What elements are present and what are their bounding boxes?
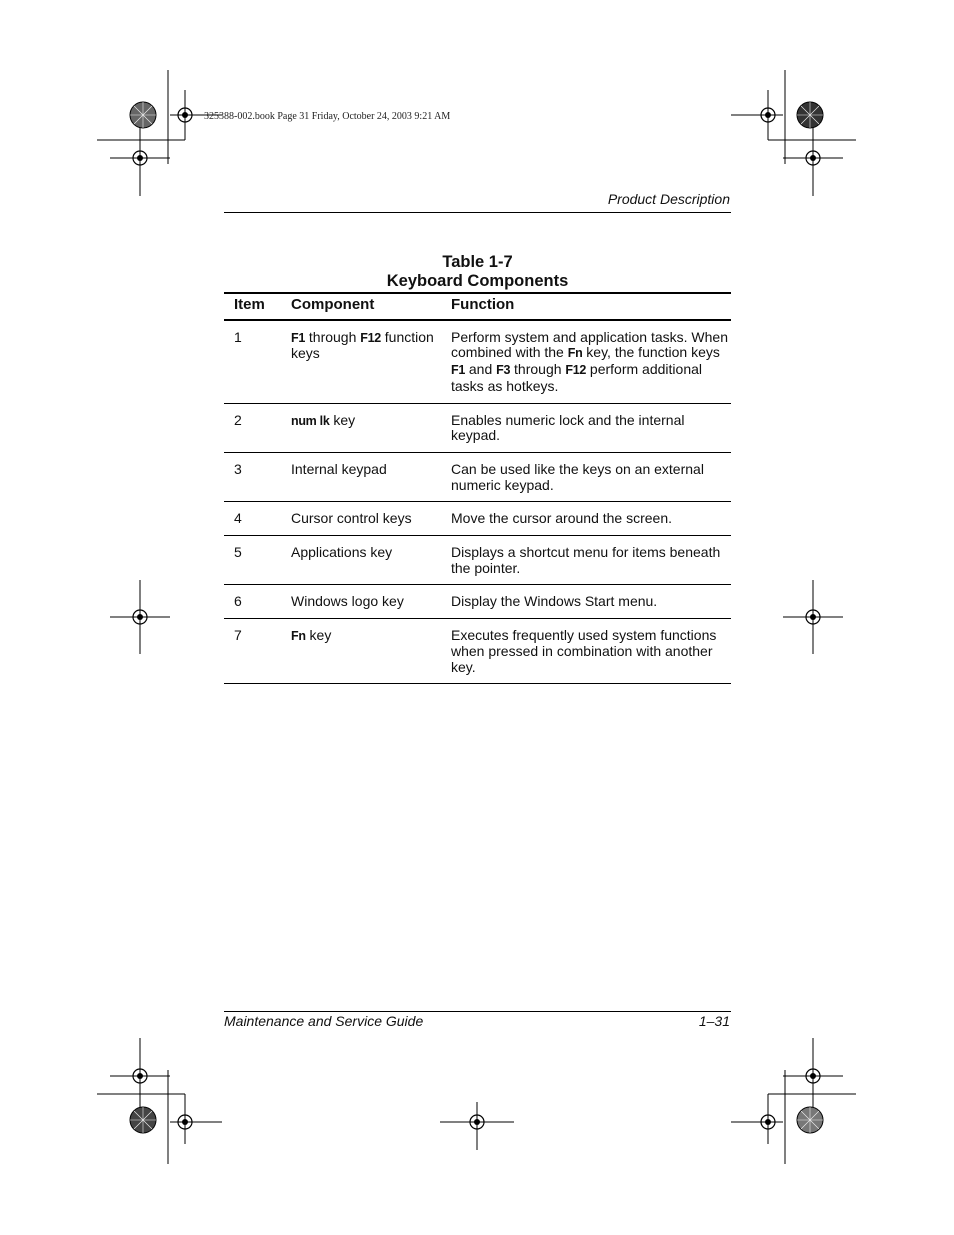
- cell-component: [291, 452, 451, 501]
- cell-item: 4: [224, 502, 291, 536]
- cell-text: Internal keypad: [291, 460, 387, 477]
- table-row: [224, 320, 731, 403]
- column-header-item: Item: [224, 293, 291, 320]
- cell-component: [291, 502, 451, 536]
- header-rule: [224, 212, 731, 213]
- cell-text: Executes frequently used system functions when pressed in combination with another key.: [451, 627, 717, 675]
- cell-function: [451, 502, 731, 536]
- cell-function: [451, 452, 731, 501]
- table-body: [224, 320, 731, 684]
- key-name: num lk: [291, 413, 330, 428]
- cell-item: 1: [224, 320, 291, 403]
- footer-rule: [224, 1011, 731, 1012]
- cell-text: perform additional tasks as hotkeys.: [451, 361, 702, 394]
- cell-text: key: [305, 627, 332, 644]
- cell-text: Applications key: [291, 544, 393, 561]
- page-number: 1–31: [698, 1013, 730, 1029]
- key-name: F1: [291, 330, 305, 345]
- key-name: F12: [360, 330, 381, 345]
- cell-component: [291, 536, 451, 585]
- cell-text: function keys: [291, 328, 434, 362]
- cell-text: Display the Windows Start menu.: [451, 593, 658, 610]
- cell-text: Perform system and application tasks. When combined with the: [451, 328, 729, 361]
- key-name: F1: [451, 363, 465, 378]
- table-row: [224, 619, 731, 684]
- column-header-component: Component: [291, 293, 451, 320]
- table-title: Keyboard Components: [386, 272, 569, 290]
- cell-component: [291, 403, 451, 452]
- table-row: [224, 452, 731, 501]
- cell-text: Move the cursor around the screen.: [451, 510, 673, 527]
- keyboard-components-table: [224, 292, 731, 684]
- cell-text: through: [305, 328, 361, 345]
- cell-text: key, the function keys: [582, 344, 720, 361]
- key-name: Fn: [291, 629, 306, 644]
- cell-function: [451, 403, 731, 452]
- table-row: [224, 585, 731, 619]
- footer-title: Maintenance and Service Guide: [224, 1013, 424, 1029]
- cell-text: and: [465, 361, 497, 378]
- key-name: F12: [565, 363, 587, 378]
- cell-text: Can be used like the keys on an external numeric keypad.: [451, 460, 704, 493]
- cell-item: 2: [224, 403, 291, 452]
- table-row: [224, 502, 731, 536]
- cell-text: Displays a shortcut menu for items beneath the pointer.: [451, 544, 721, 576]
- column-header-function: Function: [451, 293, 731, 320]
- cell-text: Cursor control keys: [291, 510, 412, 527]
- cell-function: [451, 585, 731, 619]
- cell-text: Enables numeric lock and the internal keypad.: [451, 411, 685, 444]
- table-header-row: [224, 293, 731, 320]
- table-row: [224, 403, 731, 452]
- table-row: [224, 536, 731, 585]
- cell-text: Windows logo key: [291, 593, 404, 610]
- print-slug: 325388-002.book Page 31 Friday, October 24, 2003 9:21 AM: [204, 111, 451, 122]
- cell-text: key: [329, 411, 356, 428]
- cell-function: [451, 619, 731, 684]
- cell-function: [451, 536, 731, 585]
- cell-function: [451, 320, 731, 403]
- table-number: Table 1-7: [442, 253, 513, 271]
- key-name: Fn: [567, 346, 583, 361]
- cell-text: through: [510, 361, 566, 378]
- cell-item: 6: [224, 585, 291, 619]
- cell-component: [291, 619, 451, 684]
- key-name: F3: [496, 363, 511, 378]
- cell-item: 3: [224, 452, 291, 501]
- cell-item: 5: [224, 536, 291, 585]
- cell-component: [291, 585, 451, 619]
- running-header: Product Description: [607, 191, 730, 207]
- cell-item: 7: [224, 619, 291, 684]
- cell-component: [291, 320, 451, 403]
